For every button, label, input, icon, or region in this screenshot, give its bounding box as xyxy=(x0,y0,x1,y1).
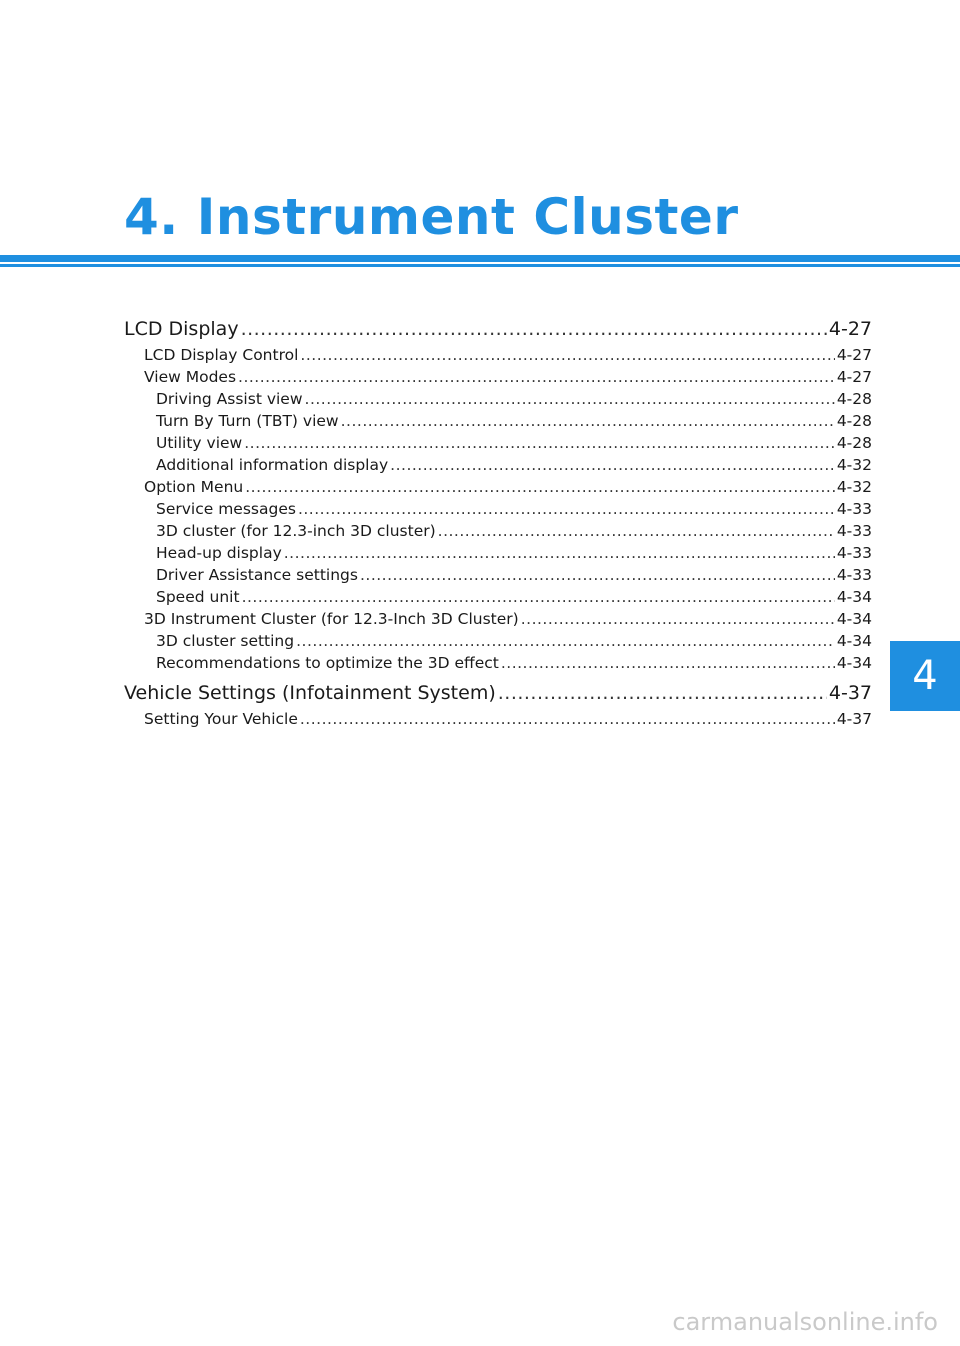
toc-entry-label: 3D Instrument Cluster (for 12.3-Inch 3D Cluster) xyxy=(144,610,519,628)
toc-entry-label: Driving Assist view xyxy=(156,390,303,408)
toc-entry[interactable] xyxy=(124,432,872,454)
toc-entry[interactable] xyxy=(124,314,872,344)
toc-entry-label: View Modes xyxy=(144,368,237,386)
toc-leader xyxy=(521,608,835,630)
toc-entry-page: 4-32 xyxy=(836,456,872,474)
toc-entry-label: Vehicle Settings (Infotainment System) xyxy=(124,682,496,704)
toc-leader xyxy=(296,630,835,652)
toc-leader xyxy=(284,542,835,564)
toc-entry-page: 4-37 xyxy=(828,682,872,704)
toc-leader xyxy=(238,366,835,388)
toc-entry-label: Option Menu xyxy=(144,478,244,496)
toc-leader xyxy=(341,410,835,432)
toc-entry-page: 4-34 xyxy=(836,632,872,650)
toc-entry[interactable] xyxy=(124,542,872,564)
toc-entry-page: 4-32 xyxy=(836,478,872,496)
toc-entry[interactable] xyxy=(124,652,872,674)
toc-entry-page: 4-28 xyxy=(836,412,872,430)
watermark: carmanualsonline.info xyxy=(672,1308,938,1336)
chapter-title xyxy=(124,188,739,246)
toc-entry-page: 4-33 xyxy=(836,544,872,562)
toc-entry-page: 4-28 xyxy=(836,434,872,452)
toc-leader xyxy=(438,520,835,542)
toc-leader xyxy=(305,388,835,410)
toc-entry[interactable] xyxy=(124,520,872,542)
toc-entry[interactable] xyxy=(124,564,872,586)
chapter-number: 4. xyxy=(124,188,179,246)
toc-entry-label: Speed unit xyxy=(156,588,240,606)
toc-entry-page: 4-34 xyxy=(836,654,872,672)
toc-entry-label: Head-up display xyxy=(156,544,282,562)
toc-entry-label: Driver Assistance settings xyxy=(156,566,358,584)
toc-leader xyxy=(244,432,835,454)
toc-entry[interactable] xyxy=(124,366,872,388)
toc-entry-label: Additional information display xyxy=(156,456,389,474)
toc-leader xyxy=(498,678,827,708)
toc-entry[interactable] xyxy=(124,344,872,366)
toc-entry-page: 4-37 xyxy=(836,710,872,728)
toc-leader xyxy=(390,454,835,476)
toc-entry-label: Setting Your Vehicle xyxy=(144,710,298,728)
toc-entry-label: LCD Display Control xyxy=(144,346,299,364)
toc-entry-page: 4-33 xyxy=(836,522,872,540)
toc-entry-label: 3D cluster (for 12.3-inch 3D cluster) xyxy=(156,522,436,540)
toc-entry[interactable] xyxy=(124,678,872,708)
toc-entry-page: 4-27 xyxy=(836,346,872,364)
toc-leader xyxy=(360,564,835,586)
chapter-title-text: Instrument Cluster xyxy=(196,188,739,246)
toc-entry-page: 4-34 xyxy=(836,588,872,606)
toc-leader xyxy=(298,498,835,520)
table-of-contents xyxy=(124,314,872,730)
toc-entry-page: 4-28 xyxy=(836,390,872,408)
toc-entry-page: 4-33 xyxy=(836,500,872,518)
toc-entry[interactable] xyxy=(124,708,872,730)
toc-leader xyxy=(242,586,835,608)
toc-entry[interactable] xyxy=(124,388,872,410)
toc-entry-page: 4-33 xyxy=(836,566,872,584)
toc-entry-label: Turn By Turn (TBT) view xyxy=(156,412,339,430)
toc-leader xyxy=(241,314,827,344)
toc-entry[interactable] xyxy=(124,586,872,608)
toc-entry-label: LCD Display xyxy=(124,318,239,340)
toc-entry-label: Utility view xyxy=(156,434,243,452)
toc-leader xyxy=(300,344,834,366)
toc-leader xyxy=(300,708,835,730)
toc-entry[interactable] xyxy=(124,410,872,432)
header-rule-thick xyxy=(0,255,960,262)
chapter-tab[interactable]: 4 xyxy=(890,641,960,711)
toc-leader xyxy=(501,652,835,674)
toc-leader xyxy=(245,476,835,498)
toc-entry-label: Service messages xyxy=(156,500,296,518)
toc-entry[interactable] xyxy=(124,608,872,630)
toc-entry-label: Recommendations to optimize the 3D effect xyxy=(156,654,499,672)
toc-entry-page: 4-34 xyxy=(836,610,872,628)
header-rule-thin xyxy=(0,264,960,267)
toc-entry[interactable] xyxy=(124,454,872,476)
toc-entry-page: 4-27 xyxy=(828,318,872,340)
toc-entry-label: 3D cluster setting xyxy=(156,632,295,650)
toc-entry[interactable] xyxy=(124,476,872,498)
toc-entry-page: 4-27 xyxy=(836,368,872,386)
toc-entry[interactable] xyxy=(124,498,872,520)
toc-entry[interactable] xyxy=(124,630,872,652)
